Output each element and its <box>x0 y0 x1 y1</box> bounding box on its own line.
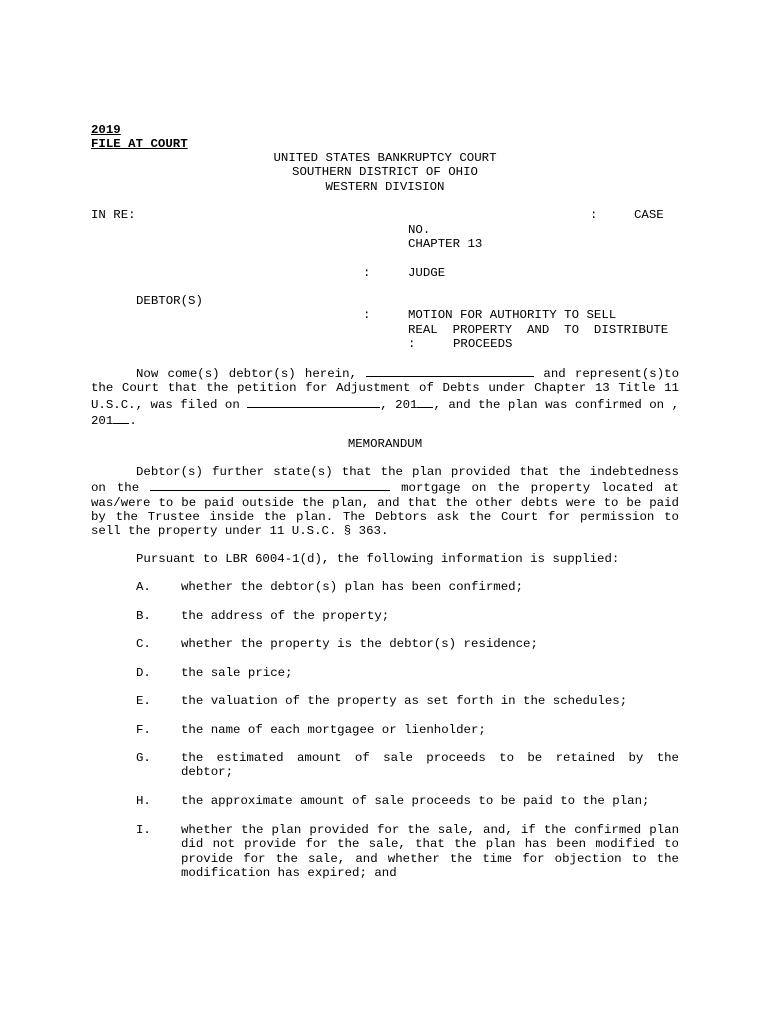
item-letter-a: A. <box>136 580 151 594</box>
item-text-i: whether the plan provided for the sale, and, if the confirmed plan did not provide for the sale, that the plan has been modified to provide for the sale, and whether the time for objection to the modification has expired; and <box>181 823 679 880</box>
pursuant-line: Pursuant to LBR 6004-1(d), the following information is supplied: <box>136 552 620 566</box>
item-text-f: the name of each mortgagee or lienholder; <box>181 723 486 737</box>
debtor-name-blank <box>366 365 534 377</box>
memo-text-1: Debtor(s) further state(s) that the plan provided that the indebtedness on the <box>91 465 679 496</box>
item-text-d: the sale price; <box>181 666 293 680</box>
year-label: 2019 <box>91 123 121 137</box>
caption-colon-3: : <box>363 308 371 322</box>
mortgagee-blank <box>150 479 390 491</box>
item-text-g: the estimated amount of sale proceeds to be retained by the debtor; <box>181 751 679 780</box>
intro-text-3: , and the plan was confirmed on <box>433 397 665 412</box>
item-text-b: the address of the property; <box>181 609 390 623</box>
intro-year-prefix-2: , 201 <box>91 397 679 428</box>
item-letter-b: B. <box>136 609 151 623</box>
item-text-e: the valuation of the property as set forth in the schedules; <box>181 694 628 708</box>
caption-colon-1: : <box>590 208 598 222</box>
court-name: UNITED STATES BANKRUPTCY COURT <box>273 151 497 165</box>
in-re-label: IN RE: <box>91 208 136 222</box>
intro-year-prefix-1: , 201 <box>380 397 418 412</box>
court-district: SOUTHERN DISTRICT OF OHIO <box>292 165 478 179</box>
motion-title-line-2: REAL PROPERTY AND TO DISTRIBUTE <box>408 323 669 337</box>
caption-colon-2: : <box>363 266 371 280</box>
debtors-label: DEBTOR(S) <box>136 294 203 308</box>
item-text-a: whether the debtor(s) plan has been confirmed; <box>181 580 524 594</box>
confirmed-year-blank <box>113 412 129 424</box>
court-division: WESTERN DIVISION <box>325 180 445 194</box>
intro-text-1: Now come(s) debtor(s) herein, <box>136 367 357 381</box>
case-no-label-2: NO. <box>408 223 431 237</box>
motion-title-line-1: MOTION FOR AUTHORITY TO SELL <box>408 308 617 322</box>
judge-label: JUDGE <box>408 266 446 280</box>
memorandum-title: MEMORANDUM <box>347 437 423 451</box>
item-letter-i: I. <box>136 823 151 837</box>
item-letter-f: F. <box>136 723 151 737</box>
item-letter-c: C. <box>136 637 151 651</box>
item-text-h: the approximate amount of sale proceeds to be paid to the plan; <box>181 794 650 808</box>
item-letter-g: G. <box>136 751 151 765</box>
motion-title-line-3: PROCEEDS <box>453 337 513 351</box>
filed-date-blank <box>247 396 380 408</box>
chapter-label: CHAPTER 13 <box>408 237 483 251</box>
memo-text-2: mortgage on the property located at was/were to be paid outside the plan, and that the other debts were to be paid by the Trustee inside the plan. The Debtors ask the Court for permission to sell the property under 11 U.S.C. § 363. <box>91 481 679 539</box>
item-letter-h: H. <box>136 794 151 808</box>
case-no-label-1: CASE <box>634 208 664 222</box>
caption-colon-4: : <box>408 337 416 351</box>
intro-period: . <box>129 413 137 428</box>
file-at-court-label: FILE AT COURT <box>91 137 188 151</box>
item-letter-d: D. <box>136 666 151 680</box>
item-text-c: whether the property is the debtor(s) residence; <box>181 637 538 651</box>
memo-paragraph <box>91 465 679 538</box>
filed-year-blank <box>417 396 433 408</box>
intro-paragraph <box>91 365 679 428</box>
intro-text-2: and represent(s)to the Court that the petition for Adjustment of Debts under Chapter 13 Title 11 U.S.C., was filed on <box>91 367 680 412</box>
item-letter-e: E. <box>136 694 151 708</box>
